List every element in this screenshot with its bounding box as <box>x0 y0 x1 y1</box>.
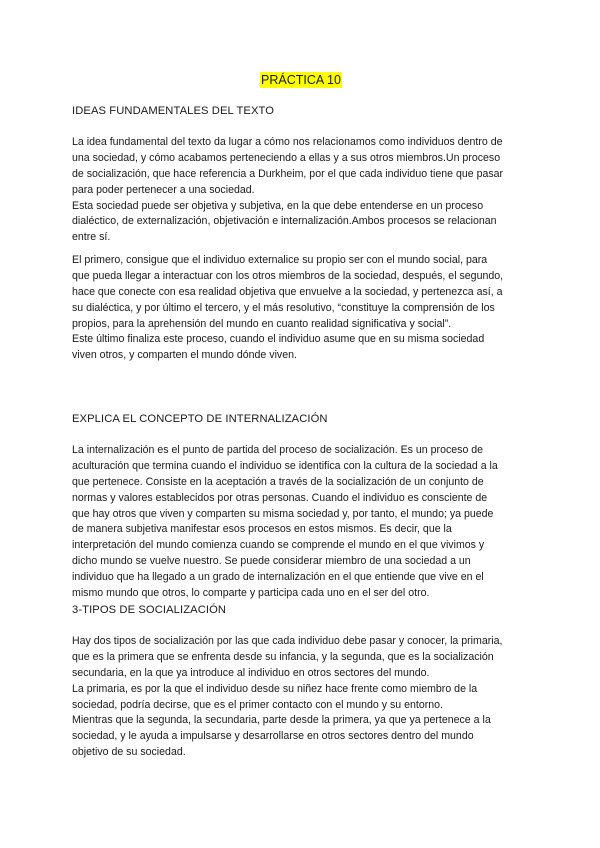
text-line: dialéctico, de externalización, objetivación e internalización.Ambos procesos se relacionan <box>72 215 497 228</box>
text-line: interpretación del mundo comienza cuando se comprende el mundo en el que vivimos y <box>72 539 485 552</box>
text-line: sociedad, y le ayuda a impulsarse y desarrollarse en otros sectores dentro del mundo <box>72 730 474 743</box>
text-line: Esta sociedad puede ser objetiva y subjetiva, en la que debe entenderse en un proceso <box>72 199 484 212</box>
paragraph-ideas-2 <box>72 253 532 364</box>
text-line: normas y valores establecidos por otras personas. Cuando el individuo es consciente de <box>72 491 488 504</box>
text-line: sociedad, podría decirse, que es el primer contacto con el mundo y su entorno. <box>72 698 443 711</box>
paragraph-tipos <box>72 634 532 761</box>
text-line: Hay dos tipos de socialización por las que cada individuo debe pasar y conocer, la primaria, <box>72 635 503 647</box>
text-line: Este último finaliza este proceso, cuando el individuo asume que en su misma sociedad <box>72 333 485 346</box>
text-line: propios, para la aprehensión del mundo en cuanto realidad significativa y social”. <box>72 317 452 330</box>
text-line: entre sí. <box>72 231 111 244</box>
text-line: mismo mundo que otros, lo comparte y participa cada uno en el ser del otro. <box>72 587 430 600</box>
section-heading-tipos: 3-TIPOS DE SOCIALIZACIÓN <box>72 604 227 616</box>
text-line: que es la primera que se enfrenta desde su infancia, y la segunda, que es la socialización <box>72 650 494 663</box>
page-title: PRÁCTICA 10 <box>261 73 341 87</box>
text-line: Mientras que la segunda, la secundaria, parte desde la primera, ya que ya pertenece a la <box>72 714 491 727</box>
text-line: de manera subjetiva manifestar esos procesos en estos mismos. Es decir, que la <box>72 523 452 536</box>
text-line: su dialéctica, y por último el tercero, y el más resolutivo, “constituye la comprensión de los <box>72 301 495 314</box>
text-line: La primaria, es por la que el individuo desde su niñez hace frente como miembro de la <box>72 682 478 695</box>
text-line: secundaria, en la que ya introduce al individuo en otros sectores del mundo. <box>72 666 430 679</box>
text-line: que pertenece. Consiste en la aceptación a través de la socialización de un conjunto de <box>72 475 484 488</box>
paragraph-ideas-1 <box>72 135 532 246</box>
text-line: para poder pertenecer a una sociedad. <box>72 183 255 196</box>
paragraph-internalizacion <box>72 443 532 602</box>
text-line: El primero, consigue que el individuo externalice su propio ser con el mundo social, para <box>72 254 488 266</box>
text-line: una sociedad, y cómo acabamos perteneciendo a ellas y a sus otros miembros.Un proceso <box>72 151 501 164</box>
text-line: objetivo de su sociedad. <box>72 746 186 759</box>
text-line: La internalización es el punto de partida del proceso de socialización. Es un proceso de <box>72 444 484 456</box>
text-line: hace que conecte con esa realidad objetiva que envuelve a la sociedad, y pertenezca así, a <box>72 285 503 298</box>
text-line: que hay otros que viven y comparten su misma sociedad y, por tanto, el mundo; ya puede <box>72 507 494 520</box>
text-line: individuo que ha llegado a un grado de internalización en el que entiende que vive en el <box>72 571 484 584</box>
section-heading-internalizacion: EXPLICA EL CONCEPTO DE INTERNALIZACIÓN <box>72 413 328 425</box>
text-line: aculturación que termina cuando el individuo se identifica con la cultura de la sociedad a la <box>72 459 498 472</box>
text-line: de socialización, que hace referencia a Durkheim, por el que cada individuo tiene que pasar <box>72 167 504 180</box>
text-line: que pueda llegar a interactuar con los otros miembros de la sociedad, después, el segundo, <box>72 269 504 282</box>
text-line: La idea fundamental del texto da lugar a cómo nos relacionamos como individuos dentro de <box>72 136 503 148</box>
text-line: viven otros, y comparten el mundo dónde viven. <box>72 349 297 362</box>
text-line: dicho mundo se vuelve nuestro. Se puede considerar miembro de una sociedad a un <box>72 555 471 568</box>
section-heading-ideas: IDEAS FUNDAMENTALES DEL TEXTO <box>72 105 275 117</box>
title-container <box>0 71 600 89</box>
